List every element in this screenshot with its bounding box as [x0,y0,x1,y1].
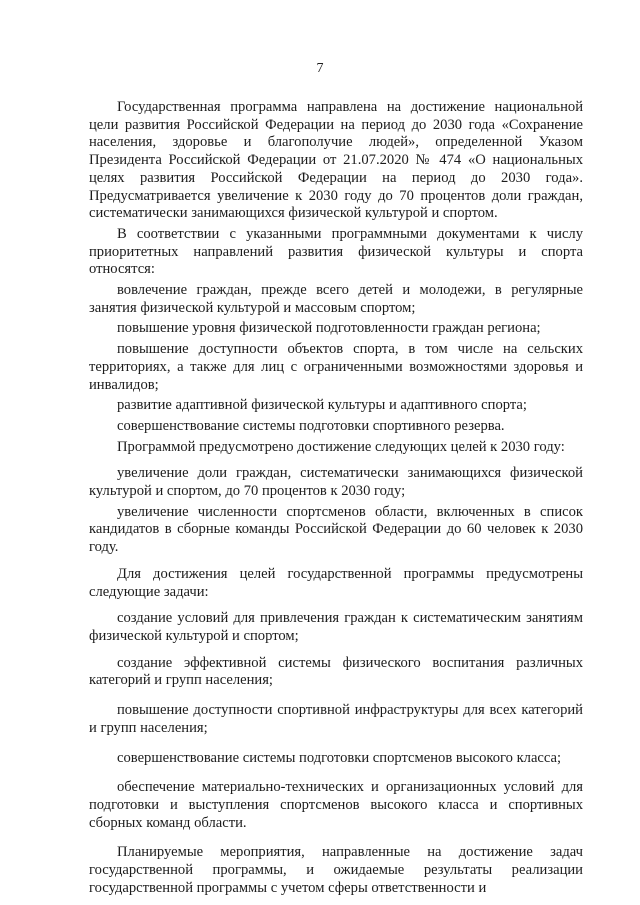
list-item-task-training: совершенствование системы подготовки спортсменов высокого класса; [117,749,562,766]
paragraph-priority-directions: В соответствии с указанными программными документами к числу приоритетных направлений развития физической культуры и спорта относятся: [89,225,583,278]
paragraph-program-goals: Программой предусмотрено достижение следующих целей к 2030 году: [117,438,565,455]
list-item-involvement: вовлечение граждан, прежде всего детей и молодежи, в регулярные занятия физической культурой и массовым спортом; [89,282,583,316]
paragraph-planned-activities: Планируемые мероприятия, направленные на достижение задач государственной программы, и ожидаемые результаты реализации государственной программы с учетом сферы ответственности и [89,844,583,896]
list-item-task-education: создание эффективной системы физического воспитания различных категорий и групп населения; [89,654,583,689]
list-item-sports-accessibility: повышение доступности объектов спорта, в том числе на сельских территориях, а также для лиц с ограниченными возможностями здоровья и инвалидов; [89,341,583,393]
list-item-task-conditions: создание условий для привлечения граждан к систематическим занятиям физической культурой и спортом; [89,610,583,644]
list-item-goal-athletes: увеличение численности спортсменов области, включенных в список кандидатов в сборные команды Российской Федерации до 60 человек к 2030 году. [89,503,583,556]
list-item-goal-share: увеличение доли граждан, систематически занимающихся физической культурой и спортом, до 70 процентов к 2030 году; [89,465,583,500]
list-item-task-infrastructure: повышение доступности спортивной инфраструктуры для всех категорий и групп населения; [89,702,583,736]
body-text [89,99,583,897]
list-item-fitness-level: повышение уровня физической подготовленности граждан региона; [117,320,541,337]
list-item-adaptive-sport: развитие адаптивной физической культуры и адаптивного спорта; [117,397,527,414]
list-item-sports-reserve: совершенствование системы подготовки спортивного резерва. [117,417,505,434]
page-number: 7 [316,61,324,76]
paragraph-national-goal: Государственная программа направлена на достижение национальной цели развития Российской Федерации на период до 2030 года «Сохранение населения, здоровье и благополучие людей», определенной Указом Президента Российской Федерации от 21.07.2020 № 474 «О национальных целях развития Российской Федерации на период до 2030 года». Предусматривается увеличение к 2030 году до 70 процентов доли граждан, систематически занимающихся физической культурой и спортом. [89,99,583,222]
paragraph-tasks: Для достижения целей государственной программы предусмотрены следующие задачи: [89,565,583,600]
list-item-task-support: обеспечение материально-технических и организационных условий для подготовки и выступления спортсменов высокого класса и спортивных сборных команд области. [89,779,583,831]
